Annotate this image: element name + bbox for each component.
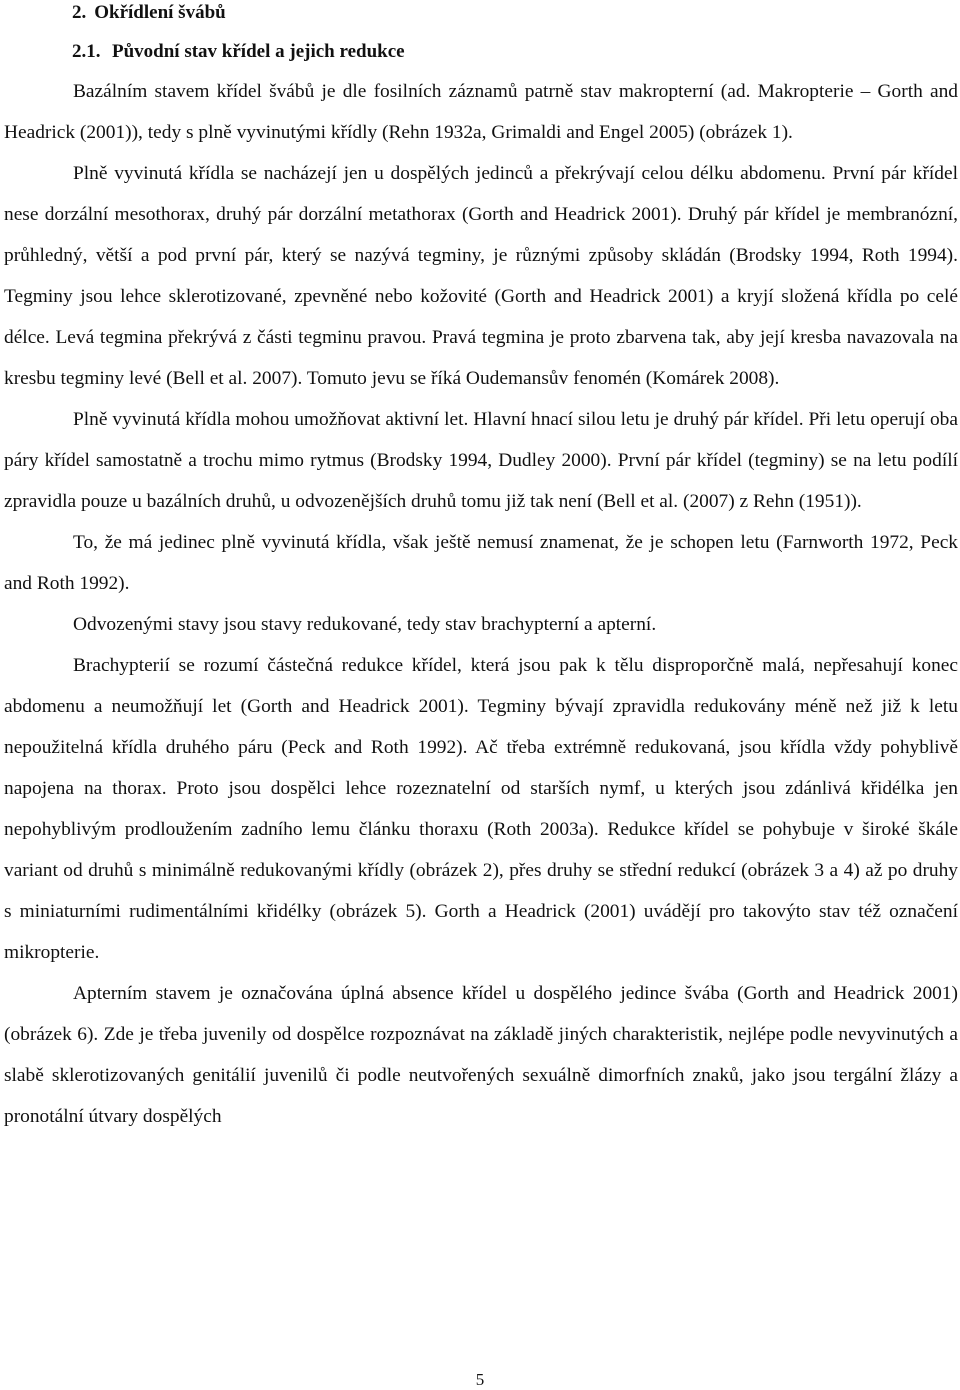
paragraph: Plně vyvinutá křídla mohou umožňovat aktivní let. Hlavní hnací silou letu je druhý pár křídel. Při letu operují oba páry křídel samostatně a trochu mimo rytmus (Brodsky 1994, Dudley 2000). První pár křídel (tegminy) se na letu podílí zpravidla pouze u bazálních druhů, u odvozenějších druhů tomu již tak není (Bell et al. (2007) z Rehn (1951)). <box>4 409 958 512</box>
section-title: Původní stav křídel a jejich redukce <box>112 41 405 62</box>
paragraph: To, že má jedinec plně vyvinutá křídla, však ještě nemusí znamenat, že je schopen letu (Farnworth 1972, Peck and Roth 1992). <box>4 532 958 594</box>
chapter-title: Okřídlení švábů <box>94 2 226 23</box>
page-number: 5 <box>475 1370 485 1389</box>
paragraph: Brachypterií se rozumí částečná redukce křídel, která jsou pak k tělu disproporčně malá, nepřesahují konec abdomenu a neumožňují let (Gorth and Headrick 2001). Tegminy bývají zpravidla redukovány méně než již k letu nepoužitelná křídla druhého páru (Peck and Roth 1992). Ač třeba extrémně redukovaná, jsou křídla vždy pohyblivě napojena na thorax. Proto jsou dospělci lehce rozeznatelní od starších nymf, u kterých jsou zdánlivá křidélka jen nepohyblivým prodloužením zadního lemu článku thoraxu (Roth 2003a). Redukce křídel se pohybuje v široké škále variant od druhů s minimálně redukovanými křídly (obrázek 2), přes druhy se střední redukcí (obrázek 3 a 4) až po druhy s miniaturními rudimentálními křidélky (obrázek 5). Gorth a Headrick (2001) uvádějí pro takovýto stav též označení mikropterie. <box>4 655 958 963</box>
section-heading <box>4 30 958 71</box>
chapter-number: 2. <box>72 2 87 23</box>
paragraph: Bazálním stavem křídel švábů je dle fosilních záznamů patrně stav makropterní (ad. Makropterie – Gorth and Headrick (2001)), tedy s plně vyvinutými křídly (Rehn 1932a, Grimaldi and Engel 2005) (obrázek 1). <box>4 81 958 143</box>
chapter-heading <box>4 0 958 30</box>
paragraph: Apterním stavem je označována úplná absence křídel u dospělého jedince švába (Gorth and Headrick 2001) (obrázek 6). Zde je třeba juvenily od dospělce rozpoznávat na základě jiných charakteristik, nejlépe podle nevyvinutých a slabě sklerotizovaných genitálií juvenilů či podle neutvořených sexuálně dimorfních znaků, jako jsou tergální žlázy a pronotální útvary dospělých <box>4 983 958 1127</box>
paragraph: Odvozenými stavy jsou stavy redukované, tedy stav brachypterní a apterní. <box>73 614 657 635</box>
paragraph: Plně vyvinutá křídla se nacházejí jen u dospělých jedinců a překrývají celou délku abdomenu. První pár křídel nese dorzální mesothorax, druhý pár dorzální metathorax (Gorth and Headrick 2001). Druhý pár křídel je membranózní, průhledný, větší a pod první pár, který se nazývá tegminy, je různými způsoby skládán (Brodsky 1994, Roth 1994). Tegminy jsou lehce sklerotizované, zpevněné nebo kožovité (Gorth and Headrick 2001) a kryjí složená křídla po celé délce. Levá tegmina překrývá z části tegminu pravou. Pravá tegmina je proto zbarvena tak, aby její kresba navazovala na kresbu tegminy levé (Bell et al. 2007). Tomuto jevu se říká Oudemansův fenomén (Komárek 2008). <box>4 163 958 389</box>
document-page <box>4 0 958 1137</box>
section-number: 2.1. <box>72 41 101 62</box>
